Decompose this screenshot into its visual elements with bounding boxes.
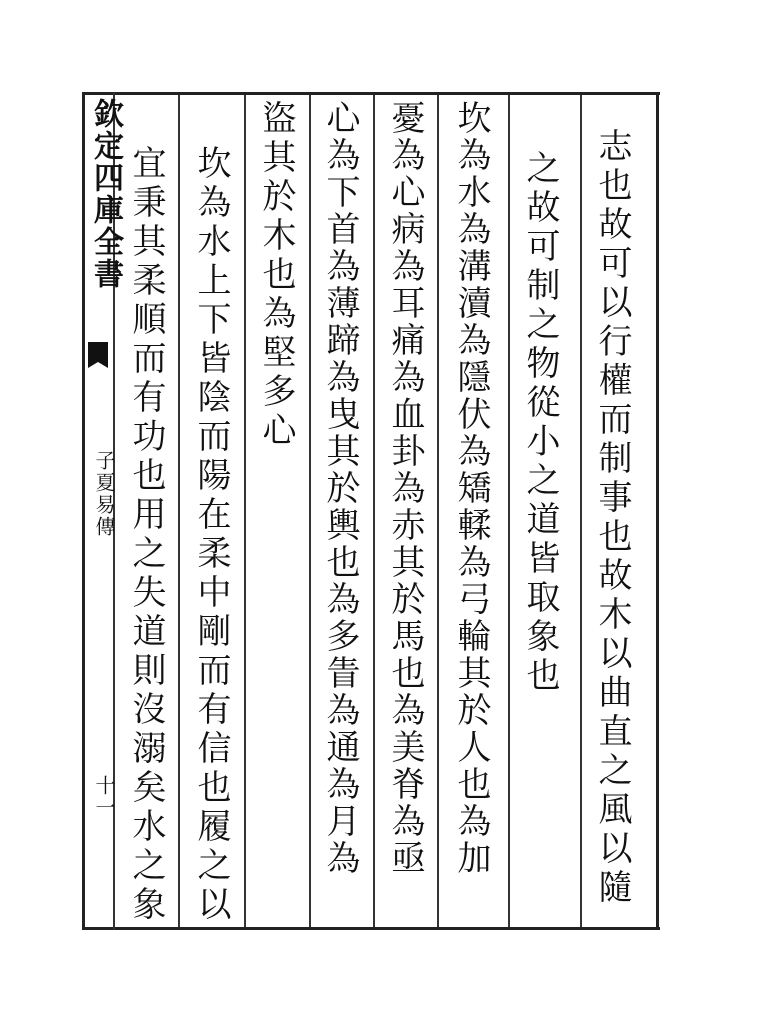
text-column-2: 之故可制之物從小之道皆取象也 <box>520 150 560 696</box>
frame-bottom-border <box>82 927 660 930</box>
text-column-5: 心為下首為薄蹄為曳其於輿也為多眚為通為月為 <box>320 100 360 877</box>
column-rule <box>580 95 582 927</box>
book-title: 欽定四庫全書 <box>88 98 123 290</box>
text-column-1: 志也故可以行權而制事也故木以曲直之風以隨 <box>592 128 632 908</box>
book-subtitle: 子夏易傳 <box>92 450 116 538</box>
text-column-4: 憂為心病為耳痛為血卦為赤其於馬也為美脊為亟 <box>385 100 425 877</box>
text-column-7: 坎為水上下皆陰而陽在柔中剛而有信也履之以 <box>191 145 231 925</box>
text-column-6: 盜其於木也為堅多心 <box>256 100 296 451</box>
frame-top-border <box>82 92 660 95</box>
frame-left-border <box>82 92 85 930</box>
fish-tail-mark <box>86 340 110 370</box>
column-rule <box>309 95 311 927</box>
frame-right-border <box>656 92 659 930</box>
column-rule <box>437 95 439 927</box>
column-rule <box>244 95 246 927</box>
page-number: 十一 <box>92 775 116 819</box>
text-column-8: 宜秉其柔順而有功也用之失道則沒溺矣水之象 <box>126 145 166 925</box>
column-rule <box>508 95 510 927</box>
text-column-3: 坎為水為溝瀆為隱伏為矯輮為弓輪其於人也為加 <box>451 100 491 877</box>
column-rule <box>373 95 375 927</box>
column-rule <box>178 95 180 927</box>
